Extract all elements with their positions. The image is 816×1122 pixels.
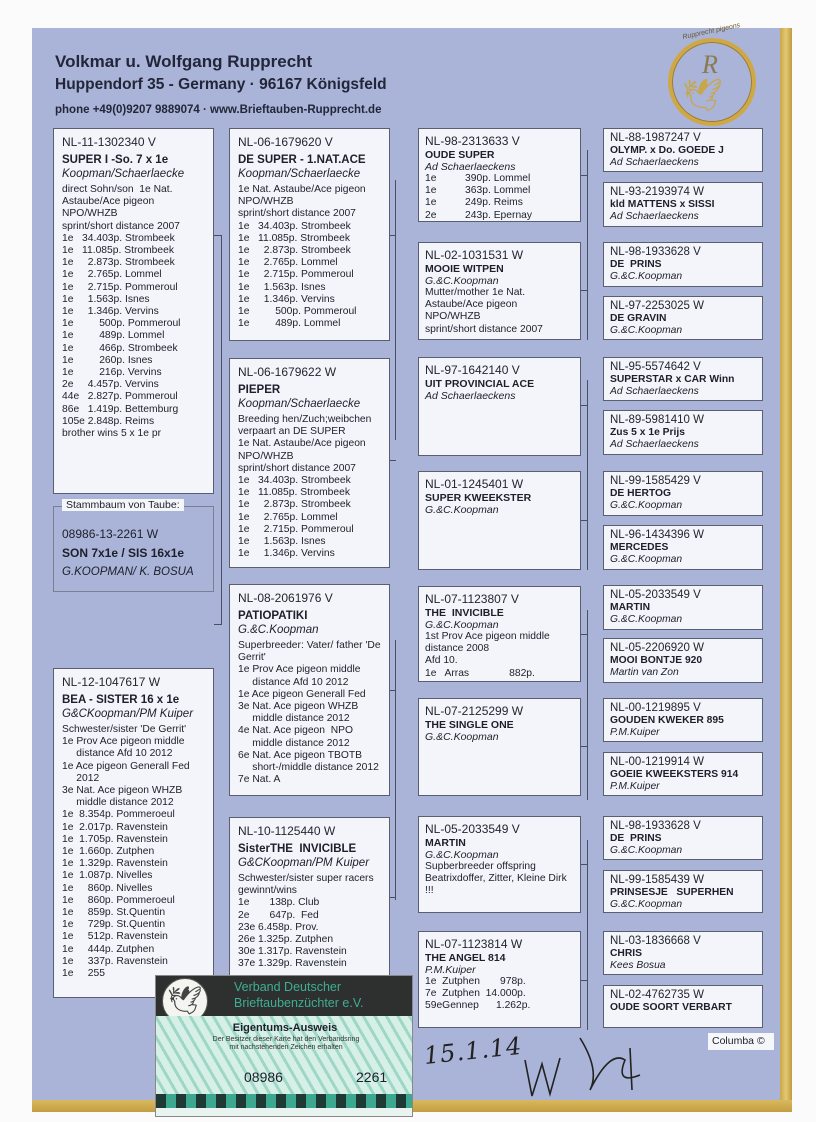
owner-name: Volkmar u. Wolfgang Rupprecht (55, 52, 313, 71)
pigeon-card (603, 752, 763, 796)
pigeon-breeder: P.M.Kuiper (610, 781, 660, 792)
pigeon-breeder: Koopman/Schaerlaecke (238, 398, 361, 410)
pigeon-ring: NL-97-1642140 V (425, 363, 520, 377)
pigeon-name: DE SUPER - 1.NAT.ACE (238, 154, 366, 166)
card-club-number: 08986 (244, 1069, 283, 1085)
connector-line (581, 980, 588, 981)
pigeon-card (603, 638, 763, 683)
pigeon-ring: NL-03-1836668 V (610, 935, 701, 947)
pigeon-breeder: G.&C.Koopman (238, 624, 319, 636)
card-title: Eigentums-Ausweis (232, 1022, 338, 1034)
pigeon-notes: Breeding hen/Zuch;weibchen verpaart an DE SUPER 1e Nat. Astaube/Ace pigeon NPO/WHZB sprint/short distance 2007 1e 34.403p. Strombeek 1e 11.085p. Strombeek 1e 2.873p. Strombeek 1e 2.765p. Lommel 1e 2.715p. Pommeroul 1e 1.563p. Isnes 1e 1.346p. Vervins (238, 414, 372, 560)
pigeon-ring: NL-05-2206920 W (610, 642, 704, 654)
pigeon-breeder: P.M.Kuiper (425, 964, 476, 976)
pigeon-card (603, 525, 763, 570)
subject-name: SON 7x1e / SIS 16x1e (62, 546, 185, 560)
connector-line (214, 624, 222, 625)
pigeon-ring: NL-07-2125299 W (425, 704, 524, 718)
owner-contact: phone +49(0)9207 9889074 · www.Brieftauben-Rupprecht.de (55, 104, 382, 116)
pigeon-breeder: G.&C.Koopman (425, 731, 499, 743)
pigeon-name: PIEPER (238, 384, 281, 396)
pigeon-card (229, 817, 390, 977)
connector-line (581, 746, 588, 747)
pigeon-breeder: G.&C.Koopman (610, 500, 683, 511)
pigeon-breeder: G.&C.Koopman (610, 614, 683, 625)
pigeon-name: PATIOPATIKI (238, 610, 308, 622)
pigeon-ring: NL-07-1123814 W (425, 937, 523, 951)
pigeon-breeder: Ad Schaerlaeckens (425, 161, 516, 173)
pigeon-breeder: G.&C.Koopman (425, 504, 499, 516)
pigeon-breeder: G.&C.Koopman (610, 554, 683, 565)
pigeon-ring: NL-05-2033549 V (425, 822, 520, 836)
connector-line (581, 520, 588, 521)
pigeon-ring: NL-97-2253025 W (610, 300, 704, 312)
pigeon-breeder: G.&C.Koopman (610, 271, 683, 282)
pigeon-card (603, 698, 763, 742)
pigeon-ring: NL-99-1585439 W (610, 874, 704, 886)
pigeon-name: OUDE SOORT VERBART (610, 1002, 732, 1013)
pigeon-ring: NL-12-1047617 W (62, 675, 161, 689)
connector-line (390, 235, 396, 236)
pigeon-card (603, 128, 763, 172)
pigeon-breeder: G.&C.Koopman (610, 899, 683, 910)
connector-line (395, 640, 396, 900)
pigeon-ring: NL-93-2193974 W (610, 186, 704, 198)
pigeon-breeder: Kees Bosua (610, 960, 666, 971)
pigeon-ring: NL-10-1125440 W (238, 824, 336, 838)
pigeon-notes: 1e Zutphen 978p. 7e Zutphen 14.000p. 59eGennep 1.262p. (425, 976, 531, 1012)
gold-stripe-right (780, 28, 792, 1112)
card-org-line1: Verband Deutscher (234, 980, 342, 994)
pigeon-breeder: G.&C.Koopman (425, 849, 499, 861)
pigeon-card (418, 242, 581, 340)
connector-line (395, 180, 396, 440)
pigeon-breeder: G&CKoopman/PM Kuiper (62, 708, 194, 720)
pigeon-ring: NL-88-1987247 V (610, 132, 701, 144)
pigeon-ring: NL-98-1933628 V (610, 820, 701, 832)
pigeon-notes: 1e Nat. Astaube/Ace pigeon NPO/WHZB sprint/short distance 2007 1e 34.403p. Strombeek 1e 11.085p. Strombeek 1e 2.873p. Strombeek 1e 2.765p. Lommel 1e 2.715p. Pommeroul 1e 1.563p. Isnes 1e 1.346p. Vervins 1e 500p. Pommeroul 1e 489p. Lommel (238, 184, 366, 330)
pigeon-card (603, 410, 763, 455)
pigeon-ring: NL-02-1031531 W (425, 248, 524, 262)
pigeon-name: SisterTHE INVICIBLE (238, 843, 357, 855)
copyright-label: Columba © (708, 1033, 774, 1050)
pigeon-notes: Supberbreeder offspring Beatrixdoffer, Zitter, Kleine Dirk !!! (425, 861, 567, 897)
pigeon-ring: NL-06-1679620 V (238, 135, 333, 149)
connector-line (390, 897, 396, 898)
pigeon-notes: 1st Prov Ace pigeon middle distance 2008 Afd 10. 1e Arras 882p. (425, 631, 550, 679)
pigeon-ring: NL-96-1434396 W (610, 529, 704, 541)
pigeon-notes: Schwester/sister super racers gewinnt/wins 1e 138p. Club 2e 647p. Fed 23e 6.458p. Prov. 26e 1.325p. Zutphen 30e 1.317p. Ravenstein 37e 1.329p. Ravenstein (238, 873, 374, 970)
handwritten-signature (520, 1030, 650, 1105)
pigeon-ring: NL-89-5981410 W (610, 414, 704, 426)
pigeon-notes: direct Sohn/son 1e Nat. Astaube/Ace pigeon NPO/WHZB sprint/short distance 2007 1e 34.403p. Strombeek 1e 11.085p. Strombeek 1e 2.873p. Strombeek 1e 2.765p. Lommel 1e 2.715p. Pommeroul 1e 1.563p. Isnes 1e 1.346p. Vervins 1e 500p. Pommeroul 1e 489p. Lommel 1e 466p. Strombeek 1e 260p. Isnes 1e 216p. Vervins 2e 4.457p. Vervins 44e 2.827p. Pommeroul 86e 1.419p. Bettemburg 105e 2.848p. Reims brother wins 5 x 1e pr (62, 184, 181, 440)
pigeon-card (229, 584, 390, 796)
pigeon-card (229, 358, 390, 568)
pigeon-name: BEA - SISTER 16 x 1e (62, 694, 180, 706)
pigeon-card (603, 816, 763, 860)
pigeon-name: THE ANGEL 814 (425, 952, 506, 964)
pigeon-name: OUDE SUPER (425, 149, 495, 161)
subject-breeder: G.KOOPMAN/ K. BOSUA (62, 566, 194, 578)
pigeon-card (53, 128, 214, 494)
pigeon-notes: Superbreeder: Vater/ father 'De Gerrit' 1e Prov Ace pigeon middle distance Afd 10 2012 1e Ace pigeon Generall Fed 3e Nat. Ace pigeon WHZB middle distance 2012 4e Nat. Ace pigeon NPO middle distance 2012 6e Nat. Ace pigeon TBOTB short-/middle distance 2012 7e Nat. A (238, 640, 381, 786)
pigeon-ring: NL-00-1219914 W (610, 756, 704, 768)
pigeon-name: SUPER KWEEKSTER (425, 492, 532, 504)
pigeon-name: DE HERTOG (610, 488, 672, 499)
pigeon-card (603, 870, 763, 913)
pigeon-name: OLYMP. x Do. GOEDE J (610, 145, 724, 156)
pigeon-ring: NL-01-1245401 W (425, 477, 524, 491)
pigeon-name: MARTIN (425, 837, 466, 849)
pigeon-card (603, 357, 763, 401)
pigeon-breeder: Ad Schaerlaeckens (425, 390, 516, 402)
pigeon-breeder: G.&C.Koopman (610, 845, 683, 856)
rupprecht-logo (668, 21, 756, 126)
pigeon-card (418, 586, 581, 682)
connector-line (581, 864, 588, 865)
pigeon-name: DE PRINS (610, 833, 662, 844)
pigeon-ring: NL-00-1219895 V (610, 702, 701, 714)
pigeon-card (603, 931, 763, 975)
pigeon-card (603, 585, 763, 630)
pigeon-name: MARTIN (610, 602, 651, 613)
pigeon-card (418, 128, 581, 222)
subject-ring: 08986-13-2261 W (62, 527, 159, 541)
pigeon-notes: Schwester/sister 'De Gerrit' 1e Prov Ace pigeon middle distance Afd 10 2012 1e Ace pigeon Generall Fed 2012 3e Nat. Ace pigeon WHZB middle distance 2012 1e 8.354p. Pommeroeul 1e 2.017p. Ravenstein 1e 1.705p. Ravenstein 1e 1.660p. Zutphen 1e 1.329p. Ravenstein 1e 1.087p. Nivelles 1e 860p. Nivelles 1e 860p. Pommeroeul 1e 859p. St.Quentin 1e 729p. St.Quentin 1e 512p. Ravenstein 1e 444p. Zutphen 1e 337p. Ravenstein 1e 255 (62, 724, 190, 980)
pigeon-name: PRINSESJE SUPERHEN (610, 887, 734, 898)
connector-line (587, 610, 588, 800)
pigeon-breeder: P.M.Kuiper (610, 727, 660, 738)
logo-text: Rupprecht pigeons (681, 21, 741, 42)
signature-date: 15.1.14 (422, 1031, 524, 1070)
pigeon-name: kld MATTENS x SISSI (610, 199, 715, 210)
connector-line (390, 690, 396, 691)
pigeon-name: SUPER I -So. 7 x 1e (62, 154, 169, 166)
pigeon-card (603, 242, 763, 287)
pigeon-card (418, 698, 581, 796)
pigeon-name: SUPERSTAR x CAR Winn (610, 374, 735, 385)
pigeon-ring: NL-98-2313633 V (425, 134, 520, 148)
pigeon-name: UIT PROVINCIAL ACE (425, 378, 535, 390)
dove-emblem-icon: 🕊 (162, 978, 208, 1024)
connector-line (587, 840, 588, 1030)
pigeon-name: Zus 5 x 1e Prijs (610, 427, 685, 438)
pigeon-notes: 1e 390p. Lommel 1e 363p. Lommel 1e 249p. Reims 2e 243p. Epernay (425, 173, 533, 221)
connector-line (214, 235, 222, 236)
pigeon-breeder: Ad Schaerlaeckens (610, 439, 699, 450)
subject-pigeon (53, 499, 214, 592)
pigeon-name: MERCEDES (610, 542, 669, 553)
pigeon-card (603, 296, 763, 340)
owner-address: Huppendorf 35 - Germany · 96167 Königsfeld (55, 76, 387, 93)
pigeon-card (418, 357, 581, 456)
card-org-line2: Brieftaubenzüchter e.V. (234, 996, 364, 1010)
pigeon-name: CHRIS (610, 948, 643, 959)
subject-legend: Stammbaum von Taube: (62, 499, 184, 511)
pigeon-ring: NL-07-1123807 V (425, 592, 519, 606)
pigeon-ring: NL-95-5574642 V (610, 361, 701, 373)
connector-line (587, 380, 588, 570)
connector-line (581, 175, 588, 176)
pigeon-breeder: Ad Schaerlaeckens (610, 157, 699, 168)
connector-line (587, 150, 588, 340)
pigeon-name: GOUDEN KWEKER 895 (610, 715, 724, 726)
pigeon-name: DE GRAVIN (610, 313, 667, 324)
pigeon-name: THE SINGLE ONE (425, 719, 514, 731)
pigeon-ring: NL-98-1933628 V (610, 246, 701, 258)
pigeon-ring: NL-08-2061976 V (238, 591, 333, 605)
connector-line (581, 634, 588, 635)
card-ring-number: 2261 (356, 1069, 388, 1085)
pigeon-card (53, 668, 214, 998)
pigeon-ring: NL-06-1679622 W (238, 365, 337, 379)
pigeon-card (418, 931, 581, 1028)
connector-line (221, 235, 222, 625)
connector-line (581, 405, 588, 406)
pigeon-card (229, 128, 390, 341)
connector-line (581, 290, 588, 291)
pigeon-breeder: G&CKoopman/PM Kuiper (238, 857, 370, 869)
pigeon-name: GOEIE KWEEKSTERS 914 (610, 769, 739, 780)
pigeon-card (603, 182, 763, 227)
connector-line (390, 460, 396, 461)
pigeon-ring: NL-11-1302340 V (62, 135, 156, 149)
pigeon-breeder: G.&C.Koopman (610, 325, 683, 336)
pigeon-ring: NL-99-1585429 V (610, 475, 701, 487)
ownership-card (155, 975, 413, 1117)
pigeon-notes: Mutter/mother 1e Nat. Astaube/Ace pigeon NPO/WHZB sprint/short distance 2007 (425, 287, 543, 335)
pigeon-ring: NL-02-4762735 W (610, 989, 704, 1001)
pigeon-name: MOOIE WITPEN (425, 263, 504, 275)
card-band (156, 1094, 413, 1108)
card-subtitle: Der Besitzer dieser Karte hat den Verbandsring mit nachstehenden Zeichen erhalten (212, 1036, 360, 1051)
pigeon-name: THE INVICIBLE (425, 607, 504, 619)
pigeon-card (603, 471, 763, 516)
pigeon-breeder: Koopman/Schaerlaecke (62, 168, 185, 180)
pigeon-card (603, 985, 763, 1028)
pigeon-card (418, 471, 581, 570)
pigeon-breeder: Ad Schaerlaeckens (610, 386, 699, 397)
pigeon-ring: NL-05-2033549 V (610, 589, 701, 601)
pigeon-card (418, 816, 581, 913)
pigeon-breeder: Martin van Zon (610, 667, 679, 678)
pigeon-breeder: G.&C.Koopman (425, 619, 499, 631)
logo-letter: R (702, 50, 718, 79)
pigeon-breeder: Ad Schaerlaeckens (610, 211, 699, 222)
pigeon-breeder: Koopman/Schaerlaecke (238, 168, 361, 180)
pigeon-name: DE PRINS (610, 259, 662, 270)
pigeon-breeder: G.&C.Koopman (425, 275, 499, 287)
pigeon-name: MOOI BONTJE 920 (610, 655, 703, 666)
dove-icon: 🕊 (682, 77, 723, 113)
